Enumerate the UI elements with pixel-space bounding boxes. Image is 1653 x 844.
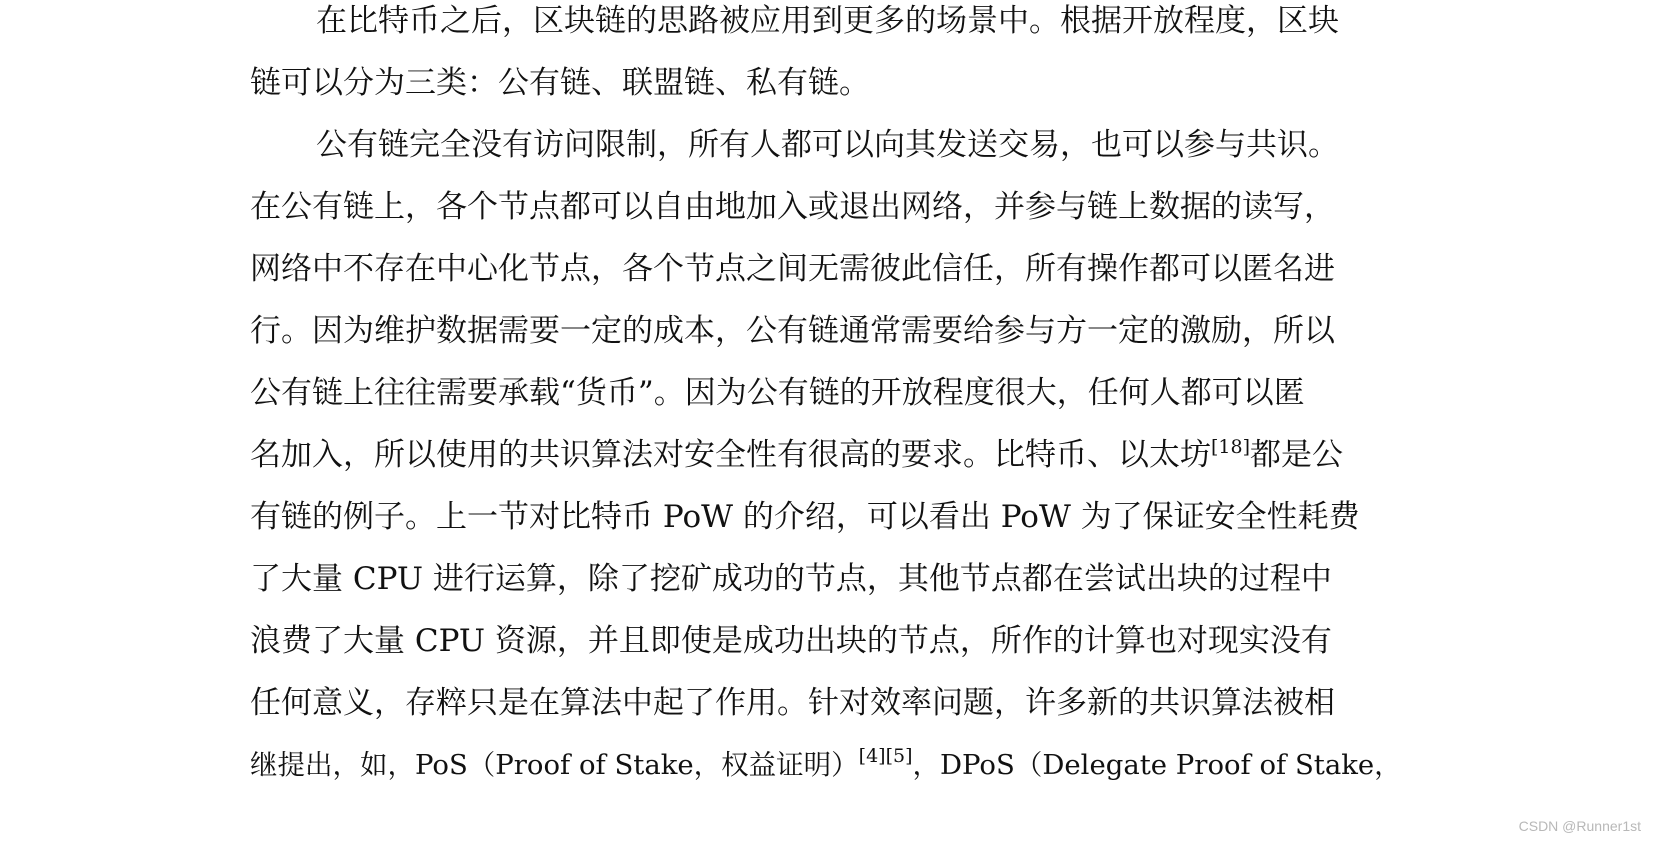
text-line-with-citation (250, 745, 1402, 785)
text-segment: ，DPoS（Delegate Proof of Stake， (912, 749, 1402, 781)
text-line: 网络中不存在中心化节点，各个节点之间无需彼此信任，所有操作都可以匿名进 (250, 251, 1335, 287)
text-line: 公有链上往往需要承载“货币”。因为公有链的开放程度很大，任何人都可以匿 (250, 375, 1305, 411)
text-line: 行。因为维护数据需要一定的成本，公有链通常需要给参与方一定的激励，所以 (250, 313, 1335, 349)
citation-ref: [4][5] (858, 745, 913, 767)
text-line: 在比特币之后，区块链的思路被应用到更多的场景中。根据开放程度，区块 (316, 3, 1339, 39)
text-line: 有链的例子。上一节对比特币 PoW 的介绍，可以看出 PoW 为了保证安全性耗费 (250, 499, 1360, 535)
text-line: 任何意义，存粹只是在算法中起了作用。针对效率问题，许多新的共识算法被相 (250, 685, 1335, 721)
text-line: 公有链完全没有访问限制，所有人都可以向其发送交易，也可以参与共识。 (316, 127, 1339, 163)
text-segment: 都是公 (1250, 437, 1344, 473)
text-line-with-citation (250, 435, 1343, 475)
citation-ref: [18] (1211, 436, 1251, 458)
text-line: 在公有链上，各个节点都可以自由地加入或退出网络，并参与链上数据的读写， (250, 189, 1335, 225)
text-line: 了大量 CPU 进行运算，除了挖矿成功的节点，其他节点都在尝试出块的过程中 (250, 561, 1332, 597)
text-line: 链可以分为三类：公有链、联盟链、私有链。 (250, 65, 870, 101)
text-segment: 名加入，所以使用的共识算法对安全性有很高的要求。比特币、以太坊 (250, 437, 1211, 473)
text-segment: 继提出，如，PoS（Proof of Stake，权益证明） (250, 749, 859, 781)
text-line: 浪费了大量 CPU 资源，并且即使是成功出块的节点，所作的计算也对现实没有 (250, 623, 1332, 659)
watermark: CSDN @Runner1st (1518, 818, 1641, 834)
